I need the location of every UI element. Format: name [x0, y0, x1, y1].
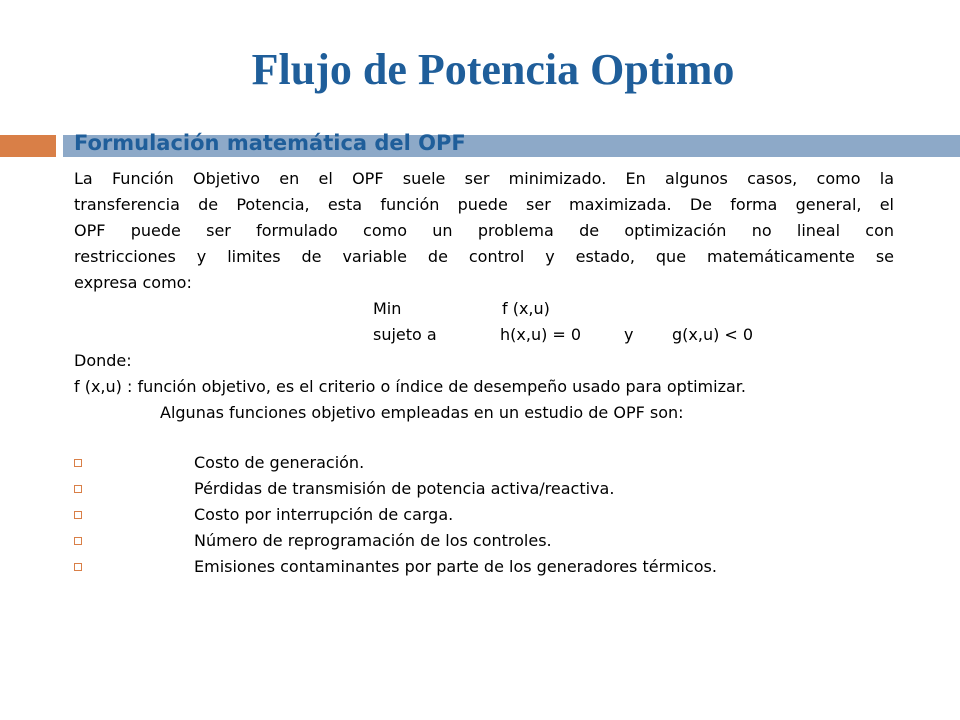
paragraph-line: restricciones y limites de variable de control y estado, que matemáticamente se	[74, 247, 894, 266]
donde-label: Donde:	[74, 351, 132, 370]
slide-body	[74, 166, 894, 426]
equation-constraint-row	[74, 322, 894, 348]
paragraph-line: transferencia de Potencia, esta función puede ser maximizada. De forma general, el	[74, 195, 894, 214]
section-heading: Formulación matemática del OPF	[74, 131, 466, 155]
equation-constraint-h: h(x,u) = 0	[500, 325, 582, 344]
square-bullet-icon	[74, 459, 82, 467]
list-item-text: Pérdidas de transmisión de potencia activa/reactiva.	[194, 479, 615, 498]
definition-line: f (x,u) : función objetivo, es el criterio o índice de desempeño usado para optimizar.	[74, 377, 746, 396]
list-item-text: Número de reprogramación de los controles.	[194, 531, 552, 550]
equation-min-row	[74, 296, 894, 322]
list-item-text: Costo de generación.	[194, 453, 365, 472]
paragraph-line: expresa como:	[74, 273, 192, 292]
paragraph-line: OPF puede ser formulado como un problema de optimización no lineal con	[74, 221, 894, 240]
equation-constraint-g: g(x,u) < 0	[672, 325, 754, 344]
list-item-text: Costo por interrupción de carga.	[194, 505, 454, 524]
accent-bar-orange	[0, 135, 56, 157]
square-bullet-icon	[74, 563, 82, 571]
list-item-text: Emisiones contaminantes por parte de los generadores térmicos.	[194, 557, 717, 576]
square-bullet-icon	[74, 511, 82, 519]
equation-conjunction: y	[624, 325, 634, 344]
paragraph-line: La Función Objetivo en el OPF suele ser minimizado. En algunos casos, como la	[74, 169, 894, 188]
equation-min-label: Min	[373, 299, 402, 318]
square-bullet-icon	[74, 485, 82, 493]
equation-objective: f (x,u)	[502, 299, 550, 318]
square-bullet-icon	[74, 537, 82, 545]
equation-subject-label: sujeto a	[373, 325, 437, 344]
examples-intro: Algunas funciones objetivo empleadas en un estudio de OPF son:	[160, 403, 684, 422]
slide-title: Flujo de Potencia Optimo	[251, 45, 735, 94]
